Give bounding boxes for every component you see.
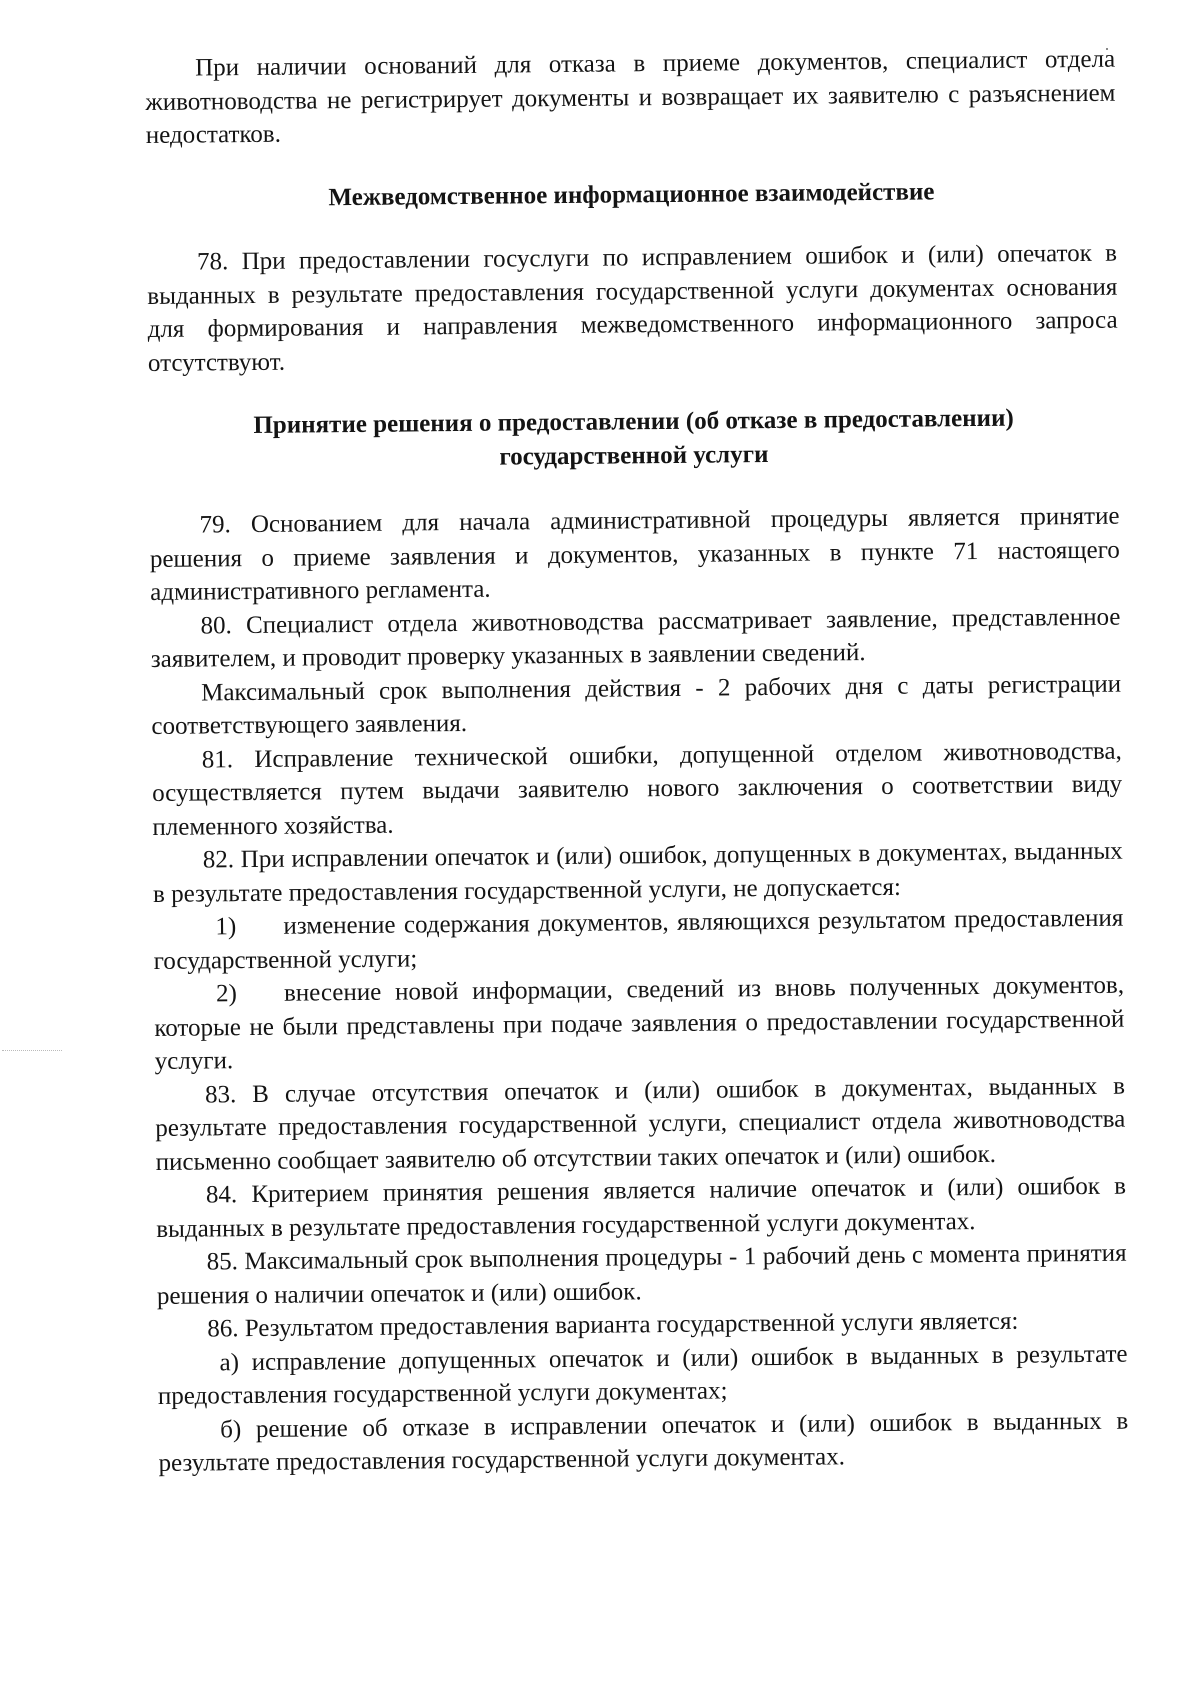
paragraph-84: 84. Критерием принятия решения является наличие опечаток и (или) ошибок в выданных в результате предоставления государственной услуги документах.	[156, 1172, 1127, 1243]
heading-decision-line-2: государственной услуги	[499, 440, 769, 471]
heading-decision	[148, 401, 1119, 477]
paragraph-86: 86. Результатом предоставления варианта государственной услуги является:	[207, 1307, 1019, 1343]
paragraph-86-b: б) решение об отказе в исправлении опечаток и (или) ошибок в выданных в результате предоставления государственной услуги документах.	[158, 1407, 1129, 1477]
list-item-text: внесение новой информации, сведений из вновь полученных документов, которые не были представлены при подаче заявления о предоставлении государственной услуги.	[154, 971, 1125, 1075]
paragraph-81: 81. Исправление технической ошибки, допущенной отделом животноводства, осуществляется путем выдачи заявителю нового заключения о соответствии виду племенного хозяйства.	[151, 737, 1123, 841]
heading-interagency-interaction: Межведомственное информационное взаимодействие	[328, 177, 935, 211]
paragraph-83: 83. В случае отсутствия опечаток и (или) ошибок в документах, выданных в результате предоставления государственной услуги, специалист отдела животноводства письменно сообщает заявителю об отсутствии таких опечаток и (или) ошибок.	[155, 1072, 1126, 1176]
paragraph-intro: При наличии оснований для отказа в приеме документов, специалист отдела животноводства не регистрирует документы и возвращает их заявителю с разъяснением недостатков.	[145, 45, 1116, 149]
paragraph-85: 85. Максимальный срок выполнения процедуры - 1 рабочий день с момента принятия решения о наличии опечаток и (или) ошибок.	[156, 1239, 1127, 1310]
paragraph-82: 82. При исправлении опечаток и (или) ошибок, допущенных в документах, выданных в результате предоставления государственной услуги, не допускается:	[152, 837, 1123, 908]
paragraph-80: 80. Специалист отдела животноводства рассматривает заявление, представленное заявителем, и проводит проверку указанных в заявлении сведений.	[150, 603, 1121, 673]
paragraph-82-item-1	[153, 902, 1124, 978]
list-item-text: изменение содержания документов, являющихся результатом предоставления государственной услуги;	[153, 904, 1124, 975]
scan-edge-dots	[2, 1050, 62, 1051]
paragraph-80-term: Максимальный срок выполнения действия - 2 рабочих дня с даты регистрации соответствующего заявления.	[151, 670, 1122, 740]
paragraph-86-a: а) исправление допущенных опечаток и (или) ошибок в выданных в результате предоставления государственной услуги документах;	[157, 1340, 1128, 1410]
list-number: 2)	[215, 980, 238, 1008]
paragraph-82-item-2	[154, 969, 1125, 1079]
heading-decision-line-1: Принятие решения о предоставлении (об отказе в предоставлении)	[253, 404, 1014, 439]
list-number: 1)	[215, 913, 237, 941]
paragraph-79: 79. Основанием для начала административной процедуры является принятие решения о приеме заявления и документов, указанных в пункте 71 настоящего административного регламента.	[149, 502, 1120, 606]
document-page	[145, 43, 1129, 1481]
paragraph-78: 78. При предоставлении госуслуги по исправлением ошибок и (или) опечаток в выданных в результате предоставления государственной услуги документах основания для формирования и направления межведомственного информационного запроса отсутствуют.	[147, 239, 1118, 377]
